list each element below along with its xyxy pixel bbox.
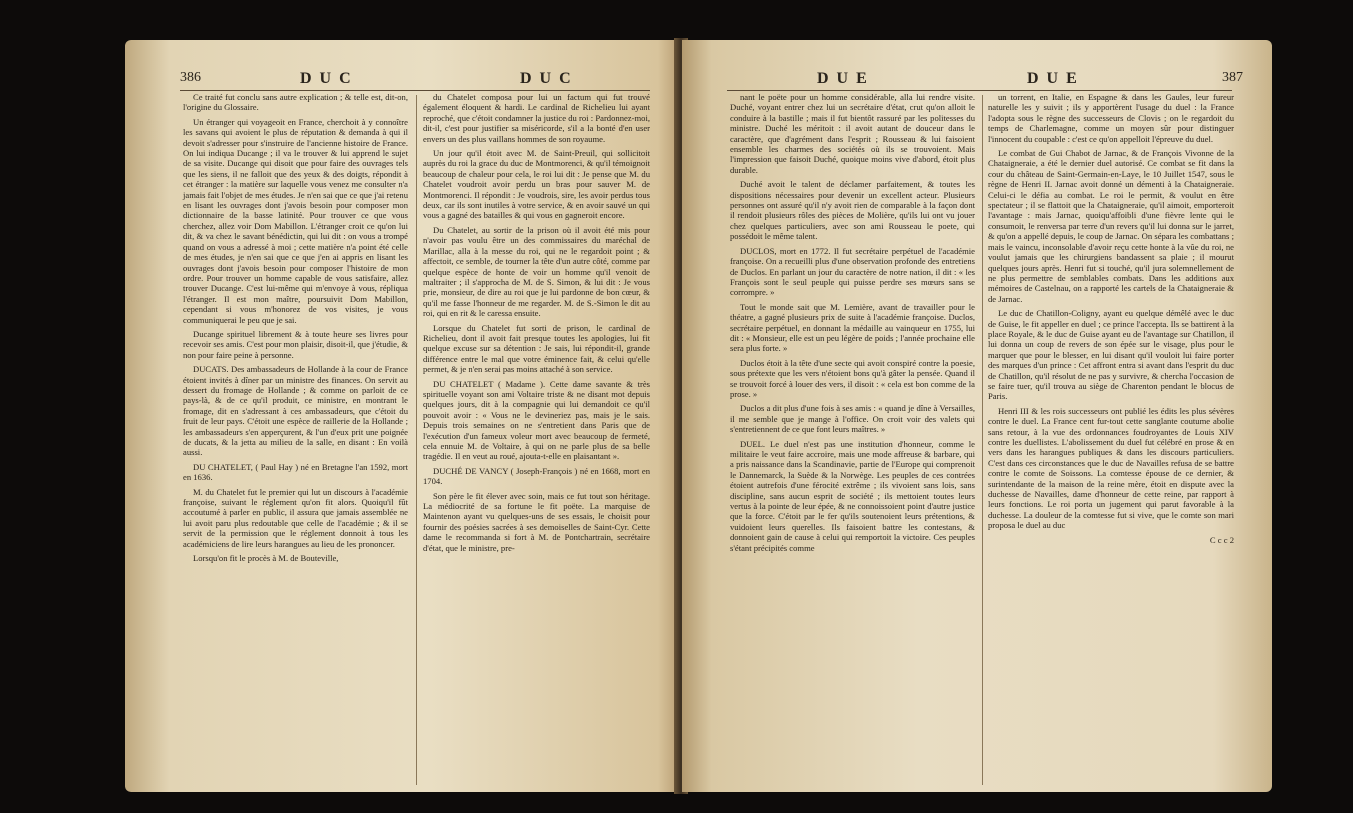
paragraph: un torrent, en Italie, en Espagne & dans les Gaules, leur fureur naturelle les y suivit ; ils y apportèrent l'usage du duel : la France l'adopta sous le règne des successeurs de Clovis ; on le regardoit du temps de Charlemagne, comme un moyen sûr pour distinguer l'innocent du coupable : c'est ce qu'on appelloit l'épreuve du duel. [988, 92, 1234, 144]
running-header-left-2: D U C [520, 70, 573, 87]
left-column-1 [183, 92, 408, 567]
page-number-right: 387 [1222, 70, 1243, 85]
paragraph: Le combat de Gui Chabot de Jarnac, & de François Vivonne de la Chataigneraie, a été le dernier duel autorisé. Ce combat se fit dans la cour du château de Saint-Germain-en-Laye, le 10 Juillet 1547, sous le règne de Henri II. Jarnac avoit donné un démenti à la Chataigneraie. Celui-ci le défia au combat. Le roi le permit, & voulut en être spectateur ; il se flattoit que la Chataigneraie, qu'il aimoit, emporteroit l'avantage : mais Jarnac, quoiqu'affoibli d'une fièvre lente qui le consumoit, le renversa par terre d'un revers qu'il lui donna sur le jarret, & qu'on a appellé depuis, le coup de Jarnac. On sépara les combattans ; mais le vaincu, inconsolable d'avoir reçu cette honte à la vûe du roi, ne voulut jamais que les chirurgiens bandassent sa plaie ; il mourut quelques jours après. Henri fut si touché, qu'il jura solemnellement de ne plus permettre de semblables combats. Dans les additions aux mémoires de Castelnau, on a rapporté les cartels de la Chataigneraie & de Jarnac. [988, 148, 1234, 304]
running-header-right-2: D U E [1027, 70, 1079, 87]
paragraph: Lorsqu'on fit le procès à M. de Bouteville, [193, 553, 339, 564]
paragraph: nant le poëte pour un homme considérable, alla lui rendre visite. Duché, voyant entrer chez lui un secrétaire d'état, crut qu'on alloit le conduire à la bastille ; mais il fut bientôt rassuré par les politesses du ministre. Duché les méritoit : il avoit autant de douceur dans le caractère, que d'agrément dans l'esprit ; Rousseau & lui faisoient ensemble les charmes des sociétés où ils se trouvoient. Mais l'impression que faisoit Duché, quoique moins vive d'abord, étoit plus durable. [730, 92, 975, 175]
paragraph: Duché avoit le talent de déclamer parfaitement, & toutes les dispositions nécessaires pour devenir un excellent acteur. Plusieurs personnes ont assuré qu'il n'y avoit rien de comparable à la façon dont il rendoit plusieurs rôles des pièces de Molière, qu'ils lui ont vu jouer chez quelques particuliers, avec son ami Rousseau le poete, qui possédoit le même talent. [730, 179, 975, 242]
paragraph: Ce traité fut conclu sans autre explication ; & telle est, dit-on, l'origine du Glossaire. [183, 92, 408, 113]
paragraph: DUCHÉ DE VANCY ( Joseph-François ) né en 1668, mort en 1704. [423, 465, 650, 487]
header-rule-left [180, 90, 650, 91]
left-column-2 [423, 92, 650, 557]
right-column-2 [988, 92, 1234, 549]
paragraph: Henri III & les rois successeurs ont publié les édits les plus sévères contre le duel. La France cent fur-tout cette sanglante coutume abolie sans retour, à la vue des ordonnances foudroyantes de Louis XIV contre les duellistes. L'abolissement du duel fut célébré en prose & en vers dans les harangues publiques & dans les discours particuliers. C'est dans ces circonstances que le duc de Navailles refusa de se battre contre le comte de Soissons. La comtesse épouse de ce dernier, & surintendante de la maison de la reine mère, étoit en dispute avec la duchesse de Navailles, dame d'honneur de cette reine, par rapport à leurs fonctions. Le roi porta un jugement qui parut favorable à la duchesse. La douleur de la comtesse fut si vive, que le comte son mari proposa le duel au duc [988, 405, 1234, 531]
paragraph: Un étranger qui voyageoit en France, cherchoit à y connoître les savans qui avoient le plus de réputation & demanda à qui il devoit s'adresser pour s'instruire de l'ancienne histoire de France. On lui indiqua Ducange ; il va le trouver & lui apprend le sujet de sa visite. Ducange qui disoit que pour faire des ouvrages tels que les siens, il ne falloit que des yeux & des doigts, répondit à cet étranger : la matière sur laquelle vous venez me consulter n'a jamais fait l'objet de mes études. Je n'en sai que ce que j'ai retenu en lisant les ouvrages dont j'avois besoin pour composer mon dictionnaire de la basse latinité. Pour trouver ce que vous cherchez, allez voir Dom Mabillon. L'étranger croit ce qu'on lui dit, & va chez le savant bénédictin, qui lui dit : on vous a trompé quand on vous a adressé à moi ; cette matière n'a point été celle de mes études, je n'en sai que ce que j'en ai appris en lisant les ouvrages dont j'avois besoin pour composer l'histoire de mon ordre. Pour trouver un homme capable de vous satisfaire, allez trouver Ducange. C'est lui-même qui m'envoye à vous, répliqua l'étranger. Il est mon maître, poursuivit Dom Mabillon, cependant si vous m'honorez de vos visites, je vous communiquerai le peu que je sai. [183, 116, 408, 325]
paragraph: DUCATS. Des ambassadeurs de Hollande à la cour de France étoient invités à dîner par un ministre des finances. On servit au dessert du fromage de Hollande ; & comme on parloit de ce pays-là, & de ce qu'il produit, ce ministre, en montrant le fromage, dit en s'adressant à ces ambassadeurs, que c'étoit du fruit de leur pays. C'étoit une espèce de raillerie de la Hollande ; les ambassadeurs s'en apperçurent, & l'un d'eux prit une poignée de ducats, & la jetta au milieu de la salle, en disant : En voilà aussi. [183, 364, 408, 458]
running-header-left-1: D U C [300, 70, 353, 87]
column-divider-left [416, 95, 417, 785]
paragraph: Lorsque du Chatelet fut sorti de prison, le cardinal de Richelieu, dont il avoit fait presque toutes les apologies, lui fit quelque excuse sur sa détention : Je sais, lui répondit-il, grande différence entre le mal que votre éminence fait, & celui qu'elle permet, & je n'en serai pas moins attaché à son service. [423, 322, 650, 375]
paragraph: DUEL. Le duel n'est pas une institution d'honneur, comme le militaire le veut faire accroire, mais une mode affreuse & barbare, qui a pris naissance dans la Scandinavie, partie de l'Europe qui comprenoit le Dannemarck, la Suède & la Norwège. Les peuples de ces contrées étoient autrefois d'une férocité extrême ; ils vivoient sans lois, sans discipline, sans aucun esprit de société ; ils mettoient toutes leurs vertus à la pointe de leur épée, & ne connoissoient point d'autre justice que la force. C'étoit par le fer qu'ils soutenoient leurs prétentions, & vuidoient leurs querelles. Ils faisoient battre les contestans, & donnoient gain de cause à celui qui remportoit la victoire. Ces peuples s'étant précipités comme [730, 438, 975, 553]
signature-mark: C c c 2 [1209, 534, 1234, 545]
header-rule-right [727, 90, 1232, 91]
paragraph: M. du Chatelet fut le premier qui lut un discours à l'académie françoise, suivant le réglement qu'on fit alors. Quoiqu'il fût accoutumé à parler en public, il assura que jamais assemblée ne lui avoit paru plus redoutable que celle de l'académie ; & il se servit de la permission que le réglement donnoit à tous les académiciens de lire leurs harangues au lieu de les prononcer. [183, 486, 408, 549]
paragraph: Un jour qu'il étoit avec M. de Saint-Preuil, qui sollicitoit auprès du roi la grace du duc de Montmorenci, & qu'il témoignoit beaucoup de chaleur pour cela, le roi lui dit : Je pense que M. du Chatelet voudroit avoir perdu un bras pour sauver M. de Montmorenci. Il répondit : Je voudrois, sire, les avoir perdus tous deux, car ils sont inutiles à votre service, & en avoir sauvé un qui vous a gagné des batailles & qui vous en gagneroit encore. [423, 148, 650, 221]
paragraph: Tout le monde sait que M. Lemière, avant de travailler pour le théatre, a gagné plusieurs prix de suite à l'académie françoise. Duclos, secrétaire perpétuel, en donnant la médaille au vainqueur en 1755, lui dit : « Monsieur, elle est un peu légère de poids ; l'année prochaine elle sera plus forte. » [730, 301, 975, 354]
page-number-left: 386 [180, 70, 201, 85]
paragraph: du Chatelet composa pour lui un factum qui fut trouvé également éloquent & hardi. Le cardinal de Richelieu lui ayant reproché, que c'étoit condamner la justice du roi : Pardonnez-moi, dit-il, c'est pour justifier sa miséricorde, s'il a la bonté d'en user envers un des plus vaillans hommes de son royaume. [423, 92, 650, 144]
running-header-right-1: D U E [817, 70, 869, 87]
paragraph: DU CHATELET ( Madame ). Cette dame savante & très spirituelle voyant son ami Voltaire triste & ne disant mot depuis quelques jours, dit à la compagnie qui lui demandoit ce qu'il pouvoit avoir : « Vous ne le devineriez pas, mais je le sais. Depuis trois semaines on ne s'entretient dans Paris que de l'exécution d'un fameux voleur mort avec beaucoup de fermeté, cela ennuie M. de Voltaire, à qui on ne parle plus de sa belle tragédie. Il en veut au roué, ajouta-t-elle en plaisantant ». [423, 378, 650, 462]
paragraph: DU CHATELET, ( Paul Hay ) né en Bretagne l'an 1592, mort en 1636. [183, 461, 408, 483]
paragraph: DUCLOS, mort en 1772. Il fut secrétaire perpétuel de l'académie françoise. On a recueilli plus d'une observation profonde des entretiens de Duclos. En parlant un jour du caractère de notre nation, il dit : « les François sont le seul peuple qui puisse perdre ses mœurs sans se corrompre. » [730, 245, 975, 298]
paragraph: Ducange spirituel librement & à toute heure ses livres pour recevoir ses amis. C'est pour mon plaisir, disoit-il, que j'étudie, & non pour faire peine à personne. [183, 328, 408, 360]
paragraph: Du Chatelet, au sortir de la prison où il avoit été mis pour n'avoir pas voulu être un des commissaires du maréchal de Marillac, alla à la messe du roi, qui ne le regardoit point ; & affectoit, ce semble, de tourner la tête d'un autre côté, comme par quelque espèce de honte de voir un homme qu'il venoit de maltraiter ; il s'approcha de M. de S. Simon, & lui dit : Je vous prie, monsieur, de dire au roi que je lui pardonne de bon cœur, & qu'il me fasse l'honneur de me regarder. M. de S.-Simon le dit au roi, qui en rit & le caressa ensuite. [423, 224, 650, 319]
paragraph: Duclos a dit plus d'une fois à ses amis : « quand je dîne à Versailles, il me semble que je mange à l'office. On croit voir des valets qui s'entretiennent de ce que font leurs maîtres. » [730, 403, 975, 435]
paragraph: Le duc de Chatillon-Coligny, ayant eu quelque démêlé avec le duc de Guise, le fit appeller en duel ; ce prince l'accepta. Ils se battirent à la place Royale, & le duc de Guise ayant eu de l'avantage sur Chatillon, il lui donna un coup de revers de son épée sur le visage, plus pour le marquer que pour le blesser, en lui disant qu'il vouloit lui faire porter des marques d'un prince : Cet affront entra si avant dans l'esprit du duc de Chatillon, qu'il résolut de ne pas y survivre, & chercha l'occasion de se faire tuer, qu'il trouva au siège de Charenton pendant le blocus de Paris. [988, 308, 1234, 402]
left-page [125, 40, 680, 792]
paragraph: Son père le fit élever avec soin, mais ce fut tout son héritage. La médiocrité de sa fortune le fit poëte. La marquise de Maintenon ayant vu quelques-uns de ses essais, le choisit pour fournir des poésies sacrées à ses demoiselles de Saint-Cyr. Cette dame le recommanda si fort à M. de Pontchartrain, secrétaire d'état, que le ministre, pre- [423, 490, 650, 553]
column-divider-right [982, 95, 983, 785]
right-column-1 [730, 92, 975, 557]
paragraph: Duclos étoit à la tête d'une secte qui avoit conspiré contre la poesie, sous prétexte que les vers n'étoient bons qu'à gâter la pensée. Quand il se trouvoit forcé à louer des vers, il disoit : « cela est bon comme de la prose. » [730, 357, 975, 399]
right-page [682, 40, 1272, 792]
